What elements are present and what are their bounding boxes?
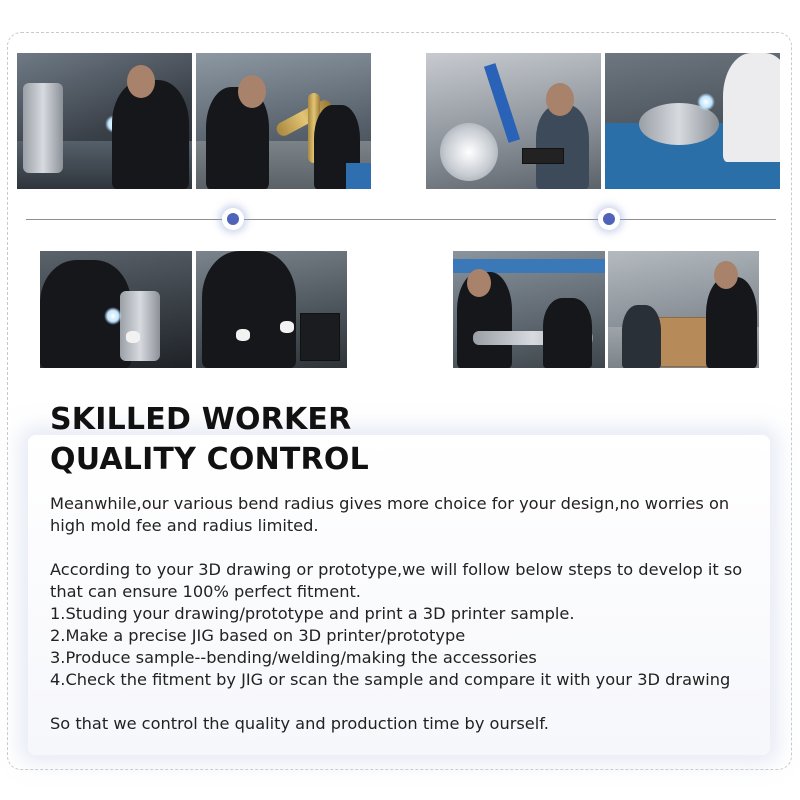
body-text: [50, 493, 766, 735]
step-1: 1.Studing your drawing/prototype and print a 3D printer sample.: [50, 604, 575, 623]
photo-robot-welding-station: [426, 53, 601, 189]
steps-intro-paragraph: According to your 3D drawing or prototype,we will follow below steps to develop it so that can ensure 100% perfect fitment.: [50, 560, 743, 601]
photo-welder-with-torch: [17, 53, 192, 189]
photo-workers-holding-gold-exhaust: [196, 53, 371, 189]
timeline-dot-left: [222, 208, 244, 230]
photo-workers-fitting-on-jig: [453, 251, 605, 368]
photo-workers-packing-boxes: [608, 251, 759, 368]
photo-welding-on-turntable: [605, 53, 780, 189]
section-heading: [50, 400, 369, 480]
intro-paragraph: Meanwhile,our various bend radius gives more choice for your design,no worries on high mold fee and radius limited.: [50, 494, 730, 535]
step-3: 3.Produce sample--bending/welding/making the accessories: [50, 648, 537, 667]
timeline-dot-right: [598, 208, 620, 230]
step-4: 4.Check the fitment by JIG or scan the sample and compare it with your 3D drawing: [50, 670, 731, 689]
heading-line-1: SKILLED WORKER: [50, 402, 352, 437]
heading-line-2: QUALITY CONTROL: [50, 442, 369, 477]
timeline-line: [26, 219, 776, 220]
step-2: 2.Make a precise JIG based on 3D printer/prototype: [50, 626, 466, 645]
closing-paragraph: So that we control the quality and production time by ourself.: [50, 714, 549, 733]
photo-tig-welding-closeup: [40, 251, 192, 368]
photo-worker-assembling-part: [196, 251, 347, 368]
